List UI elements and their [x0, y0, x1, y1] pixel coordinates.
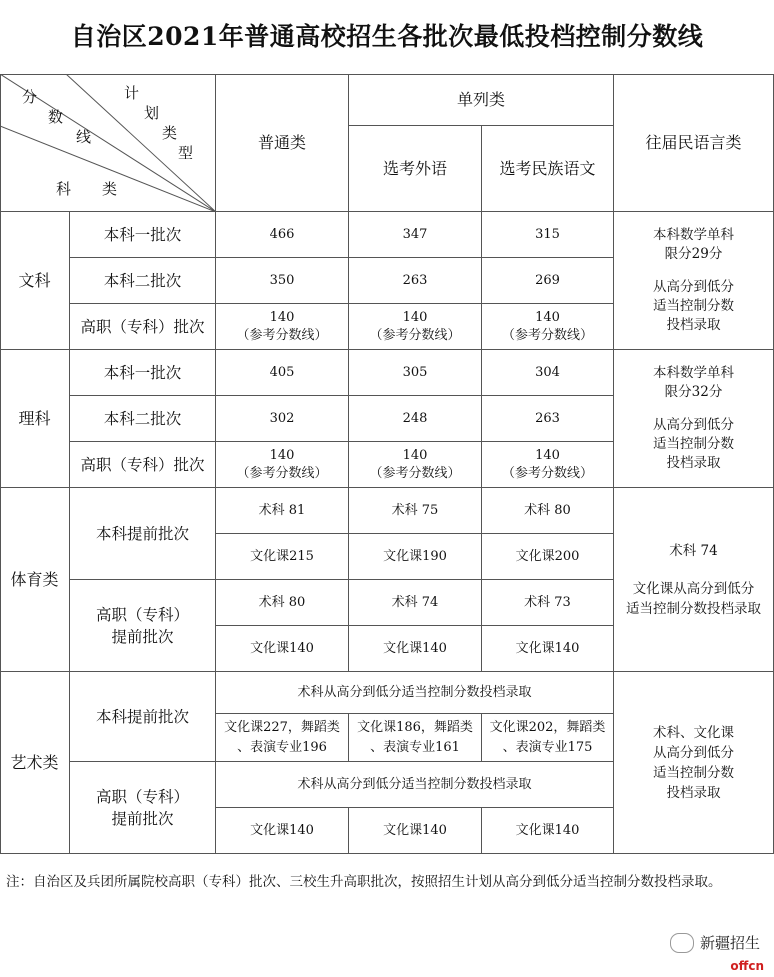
score-remark: （参考分数线）	[501, 327, 593, 343]
note-line: 术科 74	[669, 542, 718, 559]
tiyu-b2-wen-minzu: 文化课140	[482, 626, 614, 672]
score-remark: （参考分数线）	[501, 465, 593, 481]
wenke-b1-minzu: 315	[482, 212, 614, 258]
note-line: 投档录取	[666, 784, 721, 801]
source-watermark	[670, 932, 760, 953]
note-line: 从高分到低分	[653, 279, 734, 295]
yishu-b2-wen-minzu: 文化课140	[482, 808, 614, 854]
like-b3-waiyu	[349, 442, 482, 488]
note-line: 适当控制分数	[653, 298, 734, 314]
score-remark: （参考分数线）	[369, 327, 461, 343]
yishu-b1-wen-putong	[216, 714, 349, 762]
score-line: 、表演专业196	[237, 739, 327, 755]
wenke-b3-waiyu	[349, 304, 482, 350]
header-wangjie: 往届民语言类	[614, 74, 774, 212]
score-remark: （参考分数线）	[236, 465, 328, 481]
note-line: 限分32分	[664, 384, 723, 400]
group-yishu: 艺术类	[0, 672, 70, 854]
header-xuankao-waiyu: 选考外语	[349, 126, 482, 212]
score-value: 140	[535, 447, 560, 463]
wenke-batch-3: 高职（专科）批次	[70, 304, 216, 350]
brand-logo: offcn	[730, 959, 764, 973]
note-line: 本科数学单科	[653, 365, 734, 381]
batch-label-line: 提前批次	[111, 627, 174, 646]
yishu-b1-wen-waiyu	[349, 714, 482, 762]
diag-label-ji: 计	[124, 84, 140, 102]
tiyu-b1-shu-waiyu: 术科 75	[349, 488, 482, 534]
note-line: 术科、文化课	[653, 724, 734, 741]
yishu-b2-wen-putong: 文化课140	[216, 808, 349, 854]
tiyu-b2-shu-waiyu: 术科 74	[349, 580, 482, 626]
like-b2-minzu: 263	[482, 396, 614, 442]
like-b3-putong	[216, 442, 349, 488]
diag-label-lei: 类	[162, 124, 178, 142]
batch-label-line: 高职（专科）	[95, 605, 189, 624]
diag-label-xing: 型	[178, 144, 194, 162]
score-value: 140	[402, 447, 428, 463]
tiyu-b1-wen-waiyu: 文化课190	[349, 534, 482, 580]
note-line: 投档录取	[666, 455, 721, 471]
like-b2-putong: 302	[216, 396, 349, 442]
yishu-b2-shu: 术科从高分到低分适当控制分数投档录取	[216, 762, 614, 808]
wenke-b2-putong: 350	[216, 258, 349, 304]
wenke-b1-waiyu: 347	[349, 212, 482, 258]
diag-label-xian: 线	[76, 128, 92, 146]
like-b1-waiyu: 305	[349, 350, 482, 396]
score-remark: （参考分数线）	[369, 465, 461, 481]
tiyu-batch-1: 本科提前批次	[70, 488, 216, 580]
header-danlie: 单列类	[349, 74, 614, 126]
score-line: 、表演专业161	[370, 739, 460, 755]
note-line: 本科数学单科	[653, 227, 734, 243]
group-like: 理科	[0, 350, 70, 488]
note-line: 从高分到低分	[653, 744, 734, 761]
tiyu-b2-shu-minzu: 术科 73	[482, 580, 614, 626]
score-line: 文化课202，舞蹈类	[489, 719, 606, 735]
wenke-b3-putong	[216, 304, 349, 350]
score-line: 文化课227，舞蹈类	[224, 719, 340, 735]
page-title: 自治区2021年普通高校招生各批次最低投档控制分数线	[70, 22, 704, 51]
note-line: 适当控制分数	[653, 764, 734, 781]
tiyu-b1-shu-minzu: 术科 80	[482, 488, 614, 534]
score-value: 140	[269, 309, 295, 325]
note-line: 适当控制分数	[653, 436, 734, 452]
score-line: 、表演专业175	[502, 739, 593, 755]
note-line: 适当控制分数投档录取	[626, 600, 761, 617]
wenke-b2-waiyu: 263	[349, 258, 482, 304]
header-xuankao-minzu: 选考民族语文	[482, 126, 614, 212]
note-line: 投档录取	[666, 317, 721, 333]
diag-label-lei2: 类	[102, 180, 118, 198]
source-name: 新疆招生	[699, 934, 760, 952]
tiyu-b1-wen-putong: 文化课215	[216, 534, 349, 580]
yishu-b1-shu: 术科从高分到低分适当控制分数投档录取	[216, 672, 614, 714]
diag-label-fen: 分	[22, 88, 38, 106]
like-b1-putong: 405	[216, 350, 349, 396]
batch-label-line: 提前批次	[111, 809, 174, 828]
wechat-icon	[670, 933, 694, 953]
score-value: 140	[535, 309, 560, 325]
diag-label-ke: 科	[56, 180, 72, 198]
wenke-b3-minzu	[482, 304, 614, 350]
like-batch-1: 本科一批次	[70, 350, 216, 396]
yishu-b1-wen-minzu	[482, 714, 614, 762]
group-wenke: 文科	[0, 212, 70, 350]
note-line: 从高分到低分	[653, 417, 734, 433]
footnote: 注：自治区及兵团所属院校高职（专科）批次、三校生升高职批次，按照招生计划从高分到低分适当控制分数投档录取。	[6, 874, 722, 890]
like-b2-waiyu: 248	[349, 396, 482, 442]
wenke-b1-putong: 466	[216, 212, 349, 258]
yishu-wangjie-note	[614, 672, 774, 854]
like-b3-minzu	[482, 442, 614, 488]
tiyu-b2-wen-waiyu: 文化课140	[349, 626, 482, 672]
wenke-wangjie-note	[614, 212, 774, 350]
yishu-b2-wen-waiyu: 文化课140	[349, 808, 482, 854]
tiyu-b2-shu-putong: 术科 80	[216, 580, 349, 626]
group-tiyu: 体育类	[0, 488, 70, 672]
score-value: 140	[402, 309, 428, 325]
like-batch-2: 本科二批次	[70, 396, 216, 442]
score-line: 文化课186，舞蹈类	[357, 719, 473, 735]
like-wangjie-note	[614, 350, 774, 488]
like-batch-3: 高职（专科）批次	[70, 442, 216, 488]
note-line: 限分29分	[664, 246, 723, 262]
score-value: 140	[269, 447, 295, 463]
diagonal-line	[0, 126, 216, 212]
tiyu-wangjie-note	[614, 488, 774, 672]
batch-label-line: 高职（专科）	[95, 787, 189, 806]
like-b1-minzu: 304	[482, 350, 614, 396]
header-putong: 普通类	[216, 74, 349, 212]
score-remark: （参考分数线）	[236, 327, 328, 343]
tiyu-b2-wen-putong: 文化课140	[216, 626, 349, 672]
tiyu-b1-wen-minzu: 文化课200	[482, 534, 614, 580]
wenke-b2-minzu: 269	[482, 258, 614, 304]
wenke-batch-2: 本科二批次	[70, 258, 216, 304]
note-line: 文化课从高分到低分	[632, 580, 755, 597]
wenke-batch-1: 本科一批次	[70, 212, 216, 258]
yishu-batch-1: 本科提前批次	[70, 672, 216, 762]
tiyu-b1-shu-putong: 术科 81	[216, 488, 349, 534]
yishu-batch-2	[70, 762, 216, 854]
tiyu-batch-2	[70, 580, 216, 672]
diag-label-hua: 划	[144, 104, 160, 122]
diag-label-shu: 数	[48, 108, 64, 126]
